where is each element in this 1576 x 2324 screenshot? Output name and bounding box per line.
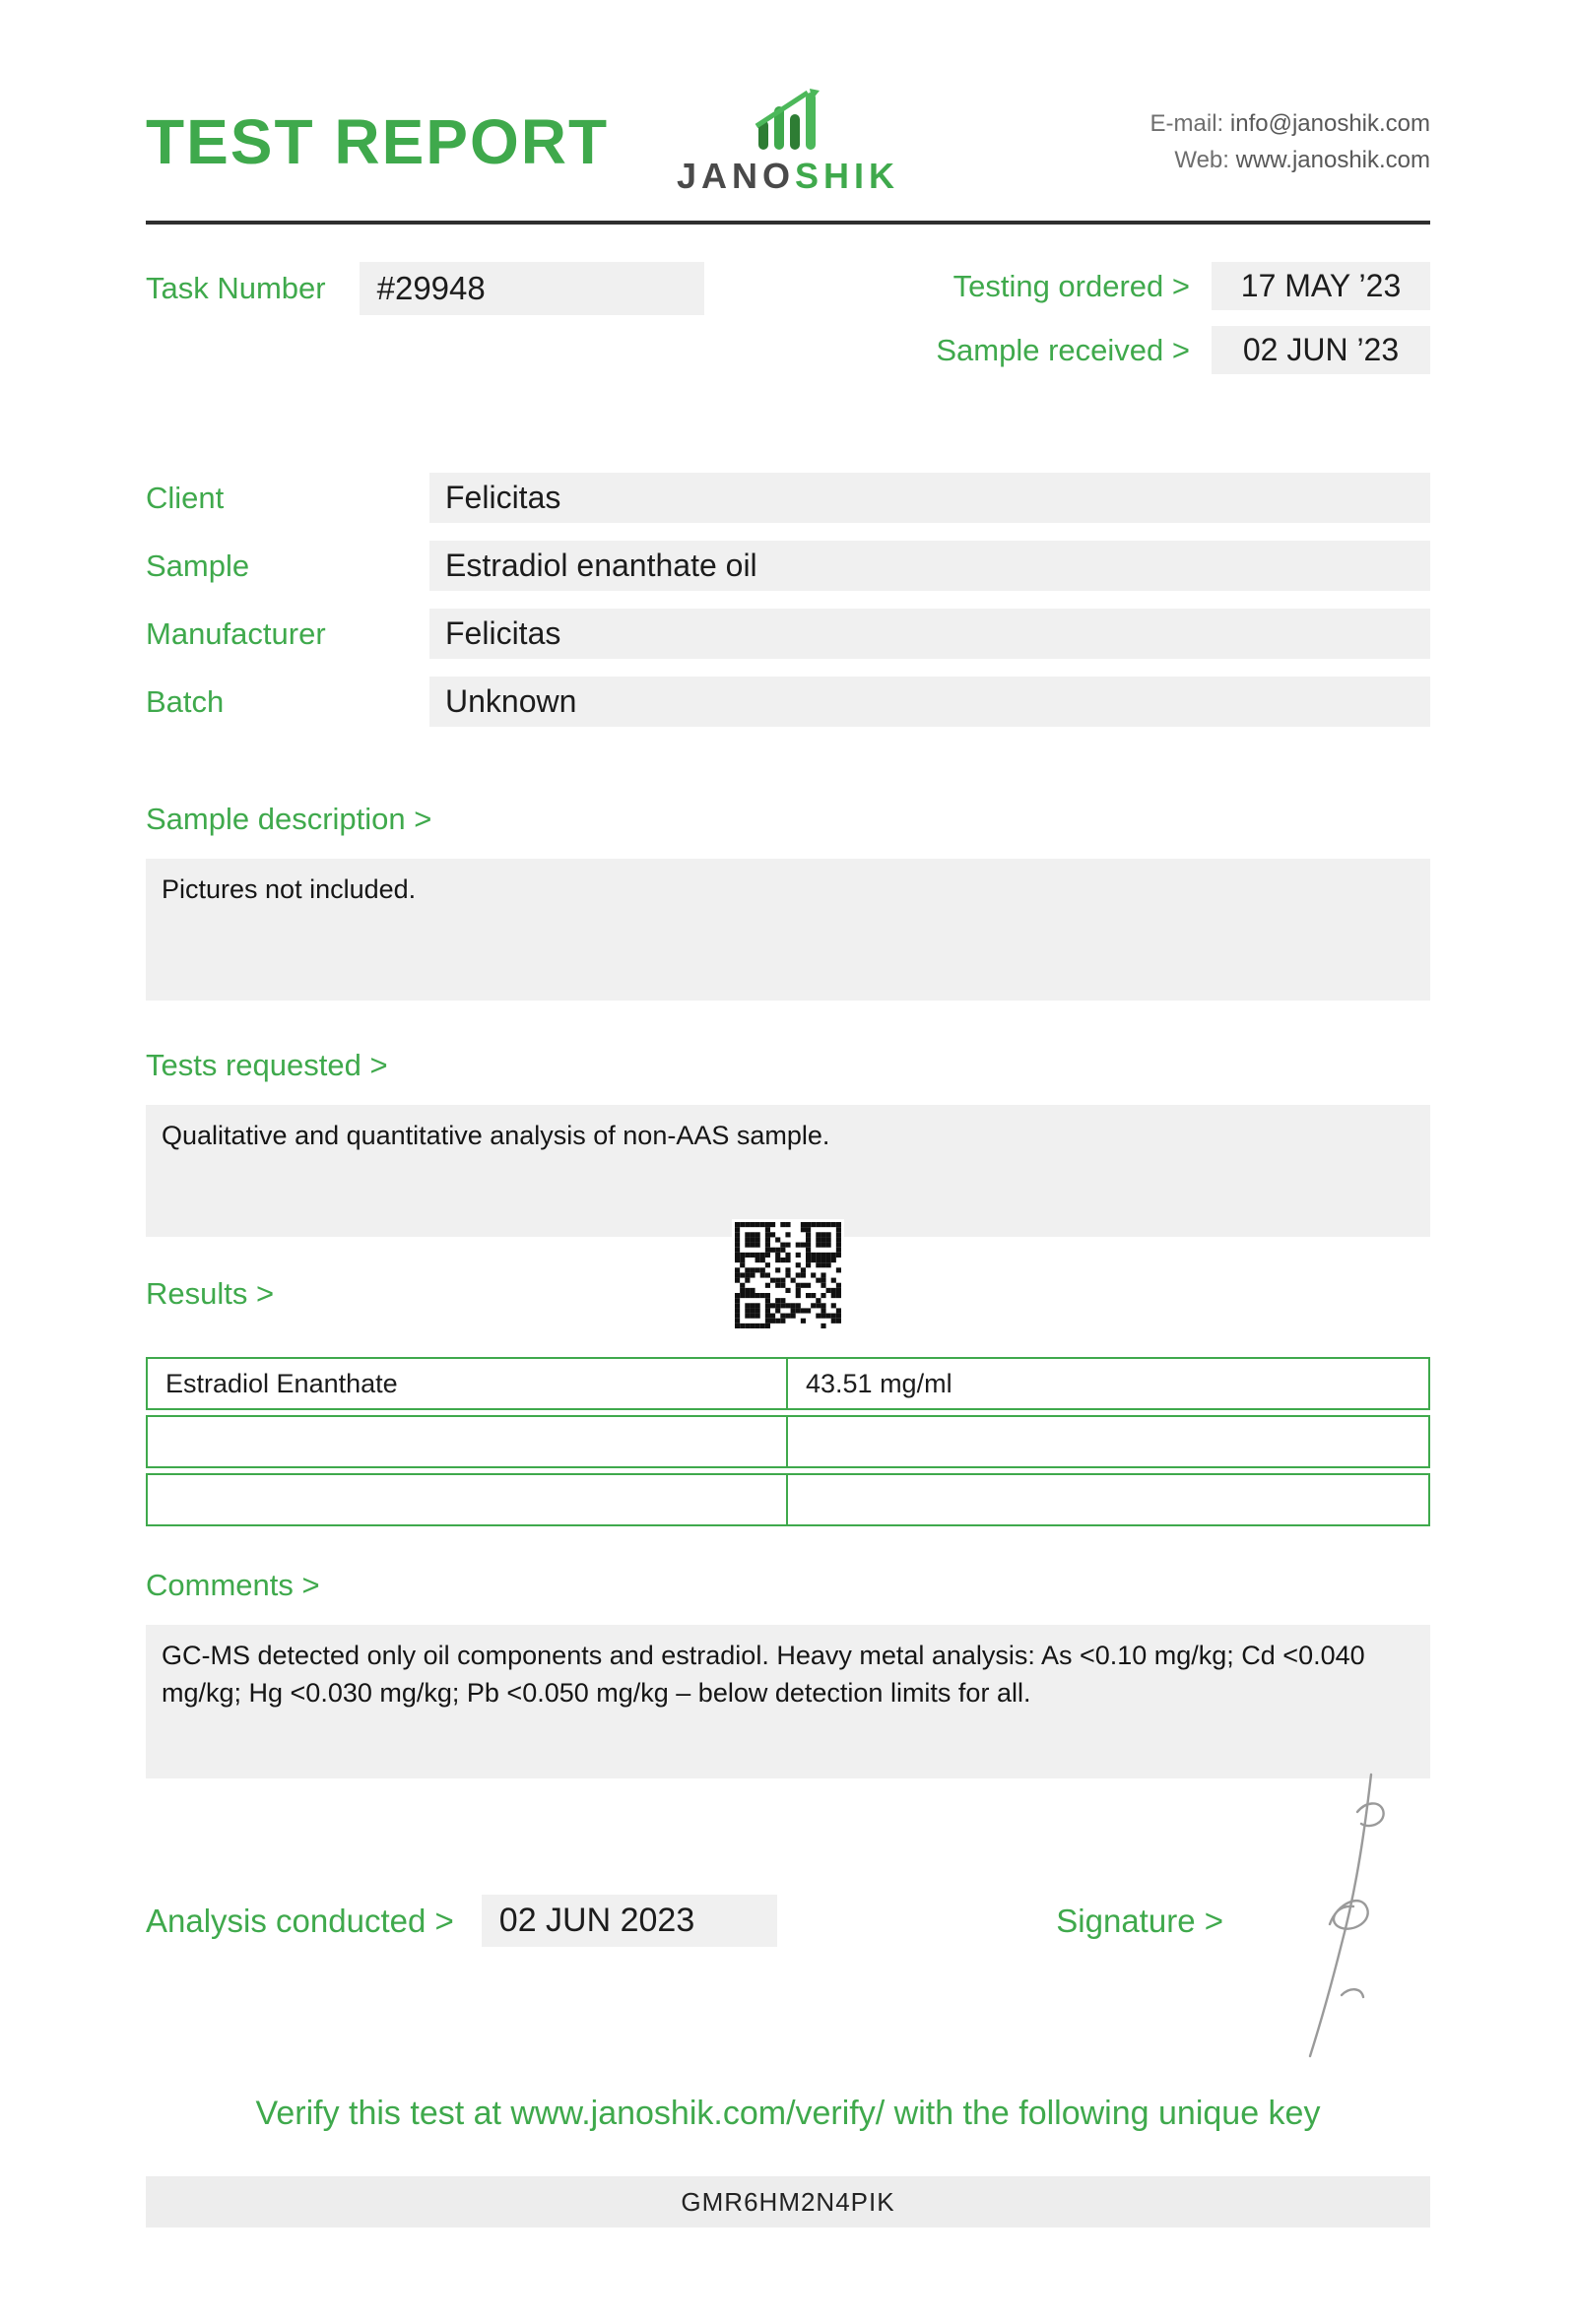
sample-received-label: Sample received >: [936, 332, 1190, 367]
sample-info-section: [146, 473, 1430, 727]
page-title: TEST REPORT: [146, 106, 610, 177]
info-row-batch: [146, 677, 1430, 727]
tests-requested-body: Qualitative and quantitative analysis of non-AAS sample.: [146, 1105, 1430, 1237]
logo-text: [677, 156, 899, 197]
client-value: Felicitas: [429, 473, 1430, 523]
logo-text-accent: SHIK: [795, 156, 900, 196]
table-row: [146, 1357, 1430, 1410]
comments-heading: Comments >: [146, 1568, 320, 1602]
table-row: [146, 1473, 1430, 1526]
sample-received-value: 02 JUN ’23: [1212, 326, 1430, 374]
manufacturer-value: Felicitas: [429, 609, 1430, 659]
batch-value: Unknown: [429, 677, 1430, 727]
comments-body: GC-MS detected only oil components and estradiol. Heavy metal analysis: As <0.10 mg/kg; Cd <0.040 mg/kg; Hg <0.030 mg/kg; Pb <0.050 mg/kg – below detection limits for all.: [146, 1625, 1430, 1778]
result-value: 43.51 mg/ml: [806, 1368, 952, 1398]
analysis-conducted-value: 02 JUN 2023: [482, 1895, 777, 1947]
results-table: [146, 1357, 1430, 1526]
email-value: info@janoshik.com: [1229, 109, 1431, 137]
report-header: [146, 0, 1430, 197]
task-number-label: Task Number: [146, 271, 326, 305]
contact-web: [899, 142, 1430, 178]
tests-requested-section: [146, 1048, 1430, 1237]
result-analyte: Estradiol Enanthate: [148, 1359, 788, 1408]
web-label: Web:: [1174, 147, 1229, 173]
task-number-value: #29948: [360, 262, 704, 315]
logo-chart-icon: [737, 87, 839, 150]
testing-ordered-value: 17 MAY ’23: [1212, 262, 1430, 310]
comments-section: [146, 1568, 1430, 1778]
table-row: [146, 1415, 1430, 1468]
info-row-manufacturer: [146, 609, 1430, 659]
tests-requested-heading: Tests requested >: [146, 1048, 388, 1082]
janoshik-logo: [677, 87, 899, 197]
result-analyte: [148, 1475, 788, 1524]
sample-label: Sample: [146, 548, 250, 583]
email-label: E-mail:: [1149, 109, 1224, 137]
client-label: Client: [146, 480, 225, 515]
sample-description-heading: Sample description >: [146, 802, 432, 836]
sample-description-section: [146, 802, 1430, 1001]
task-section: [146, 262, 1430, 374]
manufacturer-label: Manufacturer: [146, 615, 326, 651]
qr-code: [732, 1219, 844, 1331]
result-analyte: [148, 1417, 788, 1466]
result-value: [788, 1417, 1428, 1466]
signature-image: [1273, 1769, 1420, 2064]
results-heading: Results >: [146, 1276, 275, 1311]
info-row-sample: [146, 541, 1430, 591]
analysis-conducted-label: Analysis conducted >: [146, 1902, 454, 1939]
contact-block: [899, 105, 1430, 178]
signature-label: Signature >: [1056, 1902, 1223, 1939]
sample-description-body: Pictures not included.: [146, 859, 1430, 1001]
verify-key: GMR6HM2N4PIK: [146, 2176, 1430, 2227]
verify-text: Verify this test at www.janoshik.com/verify/ with the following unique key: [255, 2095, 1321, 2132]
logo-text-primary: JANO: [676, 156, 796, 196]
contact-email: [899, 105, 1430, 142]
analysis-signature-section: [146, 1895, 1430, 1947]
testing-ordered-label: Testing ordered >: [952, 268, 1190, 303]
info-row-client: [146, 473, 1430, 523]
sample-value: Estradiol enanthate oil: [429, 541, 1430, 591]
result-value: [788, 1475, 1428, 1524]
batch-label: Batch: [146, 683, 225, 719]
web-value: www.janoshik.com: [1235, 147, 1431, 173]
results-section: [146, 1276, 1430, 1526]
header-divider: [146, 221, 1430, 225]
